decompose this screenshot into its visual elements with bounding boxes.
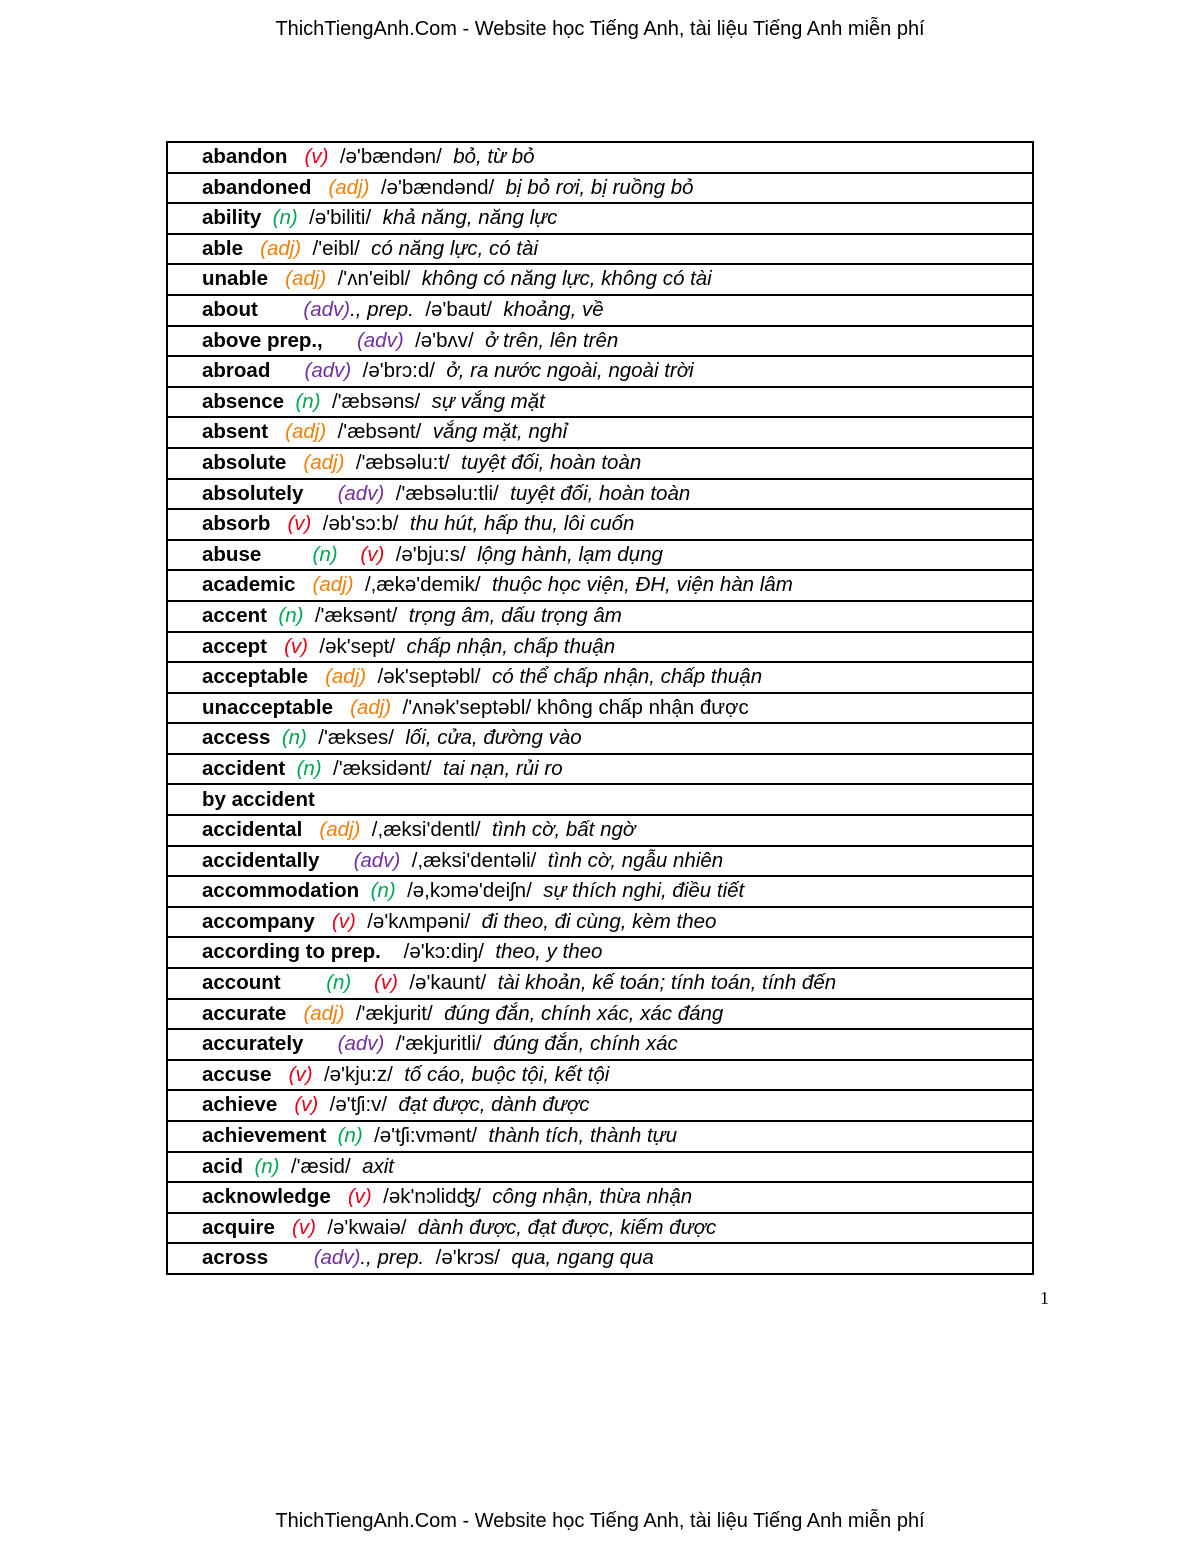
table-row bbox=[168, 541, 1032, 572]
meaning: lối, cửa, đường vào bbox=[405, 726, 582, 750]
table-row bbox=[168, 877, 1032, 908]
table-row bbox=[168, 969, 1032, 1000]
entry-word: accommodation bbox=[202, 879, 360, 903]
table-row bbox=[168, 296, 1032, 327]
phonetic: /'æksənt/ bbox=[314, 603, 398, 627]
table-row bbox=[168, 724, 1032, 755]
part-of-speech: (adj) bbox=[319, 818, 361, 842]
table-row bbox=[168, 1091, 1032, 1122]
phonetic: /ə'kju:z/ bbox=[323, 1062, 393, 1086]
table-row bbox=[168, 388, 1032, 419]
phonetic: /ə'baut/ bbox=[425, 298, 492, 322]
phonetic: /'æbsəlu:tli/ bbox=[395, 481, 499, 505]
entry-word: accept bbox=[202, 634, 267, 658]
part-of-speech: (n) bbox=[254, 1154, 280, 1178]
entry-word: accurately bbox=[202, 1032, 304, 1056]
table-row bbox=[168, 816, 1032, 847]
phonetic: /'ækjuritli/ bbox=[395, 1032, 482, 1056]
part-of-speech: (adv) bbox=[356, 328, 404, 352]
part-of-speech: (v) bbox=[374, 971, 398, 995]
part-of-speech: (adj) bbox=[285, 420, 327, 444]
meaning: không chấp nhận được bbox=[536, 695, 749, 719]
meaning: sự vắng mặt bbox=[431, 389, 545, 413]
phonetic: /ə'tʃi:vmənt/ bbox=[374, 1124, 478, 1148]
entry-word: abuse bbox=[202, 542, 262, 566]
entry-word: abandon bbox=[202, 145, 288, 169]
phonetic: /ə'bændən/ bbox=[339, 145, 442, 169]
part-of-speech: (n) bbox=[337, 1124, 363, 1148]
entry-word: abroad bbox=[202, 359, 271, 383]
part-of-speech: (v) bbox=[331, 909, 356, 933]
entry-word: unable bbox=[202, 267, 269, 291]
part-of-speech: (adv) bbox=[304, 359, 352, 383]
phonetic: /ə'krɔs/ bbox=[435, 1246, 500, 1270]
table-row bbox=[168, 1153, 1032, 1184]
page-footer: ThichTiengAnh.Com - Website học Tiếng Anh, tài liệu Tiếng Anh miễn phí bbox=[275, 1510, 925, 1532]
part-of-speech-extra: ., prep. bbox=[360, 1246, 425, 1270]
part-of-speech: (adv) bbox=[303, 298, 351, 322]
table-row bbox=[168, 1214, 1032, 1245]
meaning: công nhận, thừa nhận bbox=[492, 1185, 693, 1209]
entry-word: achievement bbox=[202, 1124, 327, 1148]
part-of-speech: (n) bbox=[370, 879, 396, 903]
meaning: lộng hành, lạm dụng bbox=[477, 542, 663, 566]
part-of-speech: (adj) bbox=[285, 267, 327, 291]
meaning: đúng đắn, chính xác, xác đáng bbox=[444, 1001, 724, 1025]
entry-word: achieve bbox=[202, 1093, 278, 1117]
table-row bbox=[168, 480, 1032, 511]
entry-word: absence bbox=[202, 389, 285, 413]
phonetic: /ə,kɔmə'deiʃn/ bbox=[407, 879, 532, 903]
meaning: bỏ, từ bỏ bbox=[453, 145, 535, 169]
table-row bbox=[168, 755, 1032, 786]
table-row bbox=[168, 602, 1032, 633]
entry-word: accuse bbox=[202, 1062, 272, 1086]
entry-word: ability bbox=[202, 206, 262, 230]
meaning: theo, y theo bbox=[495, 940, 603, 964]
entry-word: by accident bbox=[202, 787, 315, 811]
phonetic: /ə'kɔ:diŋ/ bbox=[403, 940, 484, 964]
part-of-speech: (v) bbox=[287, 512, 312, 536]
entry-word: absolutely bbox=[202, 481, 304, 505]
part-of-speech: (v) bbox=[360, 542, 385, 566]
part-of-speech: (adj) bbox=[303, 450, 345, 474]
phonetic: /'æbsəlu:t/ bbox=[355, 450, 450, 474]
entry-word: accent bbox=[202, 603, 267, 627]
part-of-speech-extra: ., prep. bbox=[350, 298, 414, 322]
phonetic: /ə'kʌmpəni/ bbox=[367, 909, 471, 933]
entry-word: acknowledge bbox=[202, 1185, 331, 1209]
table-row bbox=[168, 235, 1032, 266]
part-of-speech: (adv) bbox=[353, 848, 401, 872]
entry-word: absolute bbox=[202, 450, 287, 474]
entry-word: accidentally bbox=[202, 848, 320, 872]
meaning: tài khoản, kế toán; tính toán, tính đến bbox=[497, 971, 837, 995]
meaning: đi theo, đi cùng, kèm theo bbox=[481, 909, 717, 933]
meaning: tuyệt đối, hoàn toàn bbox=[510, 481, 691, 505]
phonetic: /əb'sɔ:b/ bbox=[322, 512, 399, 536]
meaning: bị bỏ rơi, bị ruồng bỏ bbox=[505, 175, 694, 199]
meaning: tình cờ, ngẫu nhiên bbox=[547, 848, 724, 872]
table-row bbox=[168, 510, 1032, 541]
table-row bbox=[168, 1244, 1032, 1275]
part-of-speech: (n) bbox=[312, 542, 338, 566]
meaning: đạt được, dành được bbox=[398, 1093, 590, 1117]
table-row bbox=[168, 1000, 1032, 1031]
meaning: qua, ngang qua bbox=[511, 1246, 654, 1270]
part-of-speech: (v) bbox=[292, 1215, 316, 1239]
part-of-speech: (n) bbox=[278, 603, 304, 627]
entry-word: academic bbox=[202, 573, 296, 597]
table-row bbox=[168, 1061, 1032, 1092]
meaning: tố cáo, buộc tội, kết tội bbox=[404, 1062, 610, 1086]
entry-word: acquire bbox=[202, 1215, 275, 1239]
meaning: sự thích nghi, điều tiết bbox=[543, 879, 745, 903]
meaning: thuộc học viện, ĐH, viện hàn lâm bbox=[491, 573, 793, 597]
part-of-speech: (n) bbox=[272, 206, 298, 230]
part-of-speech: (v) bbox=[294, 1093, 319, 1117]
phonetic: /'æbsənt/ bbox=[337, 420, 422, 444]
table-row bbox=[168, 327, 1032, 358]
part-of-speech: (v) bbox=[304, 145, 329, 169]
phonetic: /ə'bʌv/ bbox=[415, 328, 474, 352]
table-row bbox=[168, 938, 1032, 969]
phonetic: /'æksidənt/ bbox=[333, 756, 432, 780]
entry-word: about bbox=[202, 298, 258, 322]
entry-word: account bbox=[202, 971, 281, 995]
phonetic: /,ækə'demik/ bbox=[364, 573, 481, 597]
vocabulary-table bbox=[166, 141, 1034, 1275]
table-row bbox=[168, 663, 1032, 694]
phonetic: /'æsid/ bbox=[290, 1154, 351, 1178]
phonetic: /'eibl/ bbox=[312, 236, 360, 260]
entry-word: abandoned bbox=[202, 175, 312, 199]
entry-word: acceptable bbox=[202, 665, 308, 689]
part-of-speech: (adv) bbox=[313, 1246, 361, 1270]
phonetic: /'ʌn'eibl/ bbox=[337, 267, 411, 291]
table-row bbox=[168, 143, 1032, 174]
entry-word: unacceptable bbox=[202, 695, 334, 719]
table-row bbox=[168, 1030, 1032, 1061]
table-row bbox=[168, 847, 1032, 878]
table-row bbox=[168, 204, 1032, 235]
entry-word: above prep., bbox=[202, 328, 323, 352]
page-number: 1 bbox=[1040, 1288, 1049, 1308]
meaning: có thể chấp nhận, chấp thuận bbox=[491, 665, 763, 689]
phonetic: /ək'nɔlidʤ/ bbox=[383, 1185, 481, 1209]
phonetic: /ək'septəbl/ bbox=[377, 665, 481, 689]
entry-word: able bbox=[202, 236, 244, 260]
phonetic: /'ækses/ bbox=[318, 726, 394, 750]
part-of-speech: (v) bbox=[284, 634, 308, 658]
part-of-speech: (adv) bbox=[337, 481, 385, 505]
table-row bbox=[168, 265, 1032, 296]
table-row bbox=[168, 694, 1032, 725]
table-row bbox=[168, 174, 1032, 205]
meaning: chấp nhận, chấp thuận bbox=[406, 634, 616, 658]
phonetic: /ək'sept/ bbox=[319, 634, 396, 658]
meaning: khả năng, năng lực bbox=[382, 206, 558, 230]
entry-word: absent bbox=[202, 420, 269, 444]
table-row bbox=[168, 785, 1032, 816]
table-row bbox=[168, 449, 1032, 480]
part-of-speech: (n) bbox=[326, 971, 352, 995]
meaning: axit bbox=[362, 1154, 394, 1178]
entry-word: accompany bbox=[202, 909, 315, 933]
meaning: thành tích, thành tựu bbox=[488, 1124, 678, 1148]
phonetic: /'æbsəns/ bbox=[331, 389, 421, 413]
entry-word: absorb bbox=[202, 512, 271, 536]
table-row bbox=[168, 357, 1032, 388]
meaning: trọng âm, dấu trọng âm bbox=[408, 603, 622, 627]
table-row bbox=[168, 1122, 1032, 1153]
meaning: thu hút, hấp thu, lôi cuốn bbox=[409, 512, 635, 536]
part-of-speech: (adj) bbox=[312, 573, 354, 597]
part-of-speech: (v) bbox=[347, 1185, 372, 1209]
part-of-speech: (adv) bbox=[337, 1032, 385, 1056]
meaning: ở, ra nước ngoài, ngoài trời bbox=[446, 359, 694, 383]
part-of-speech: (adj) bbox=[303, 1001, 345, 1025]
part-of-speech: (n) bbox=[296, 756, 322, 780]
phonetic: /ə'bændənd/ bbox=[380, 175, 495, 199]
phonetic: /,æksi'dentl/ bbox=[371, 818, 481, 842]
phonetic: /ə'kwaiə/ bbox=[327, 1215, 407, 1239]
entry-word: acid bbox=[202, 1154, 244, 1178]
phonetic: /ə'brɔ:d/ bbox=[362, 359, 435, 383]
phonetic: /,æksi'dentəli/ bbox=[411, 848, 537, 872]
meaning: tuyệt đối, hoàn toàn bbox=[461, 450, 642, 474]
entry-word: accurate bbox=[202, 1001, 287, 1025]
entry-word: accidental bbox=[202, 818, 303, 842]
phonetic: /'ækjurit/ bbox=[355, 1001, 433, 1025]
phonetic: /ə'tʃi:v/ bbox=[329, 1093, 388, 1117]
page-header: ThichTiengAnh.Com - Website học Tiếng Anh, tài liệu Tiếng Anh miễn phí bbox=[275, 18, 925, 40]
part-of-speech: (adj) bbox=[350, 695, 392, 719]
meaning: đúng đắn, chính xác bbox=[493, 1032, 678, 1056]
table-row bbox=[168, 418, 1032, 449]
meaning: ở trên, lên trên bbox=[485, 328, 619, 352]
table-row bbox=[168, 571, 1032, 602]
table-row bbox=[168, 908, 1032, 939]
part-of-speech: (n) bbox=[281, 726, 307, 750]
meaning: dành được, đạt được, kiếm được bbox=[417, 1215, 717, 1239]
part-of-speech: (adj) bbox=[328, 175, 370, 199]
table-row bbox=[168, 633, 1032, 664]
meaning: khoảng, về bbox=[503, 298, 604, 322]
phonetic: /ə'biliti/ bbox=[309, 206, 372, 230]
part-of-speech: (n) bbox=[295, 389, 321, 413]
meaning: không có năng lực, không có tài bbox=[421, 267, 712, 291]
meaning: tai nạn, rủi ro bbox=[442, 756, 563, 780]
meaning: có năng lực, có tài bbox=[371, 236, 539, 260]
table-row bbox=[168, 1183, 1032, 1214]
entry-word: according to prep. bbox=[202, 940, 381, 964]
phonetic: /ə'kaunt/ bbox=[409, 971, 487, 995]
meaning: vắng mặt, nghỉ bbox=[432, 420, 568, 444]
part-of-speech: (adj) bbox=[325, 665, 367, 689]
entry-word: accident bbox=[202, 756, 286, 780]
entry-word: access bbox=[202, 726, 271, 750]
meaning: tình cờ, bất ngờ bbox=[491, 818, 636, 842]
part-of-speech: (adj) bbox=[260, 236, 302, 260]
phonetic: /'ʌnək'septəbl/ bbox=[402, 695, 532, 719]
part-of-speech: (v) bbox=[288, 1062, 313, 1086]
phonetic: /ə'bju:s/ bbox=[395, 542, 466, 566]
entry-word: across bbox=[202, 1246, 269, 1270]
